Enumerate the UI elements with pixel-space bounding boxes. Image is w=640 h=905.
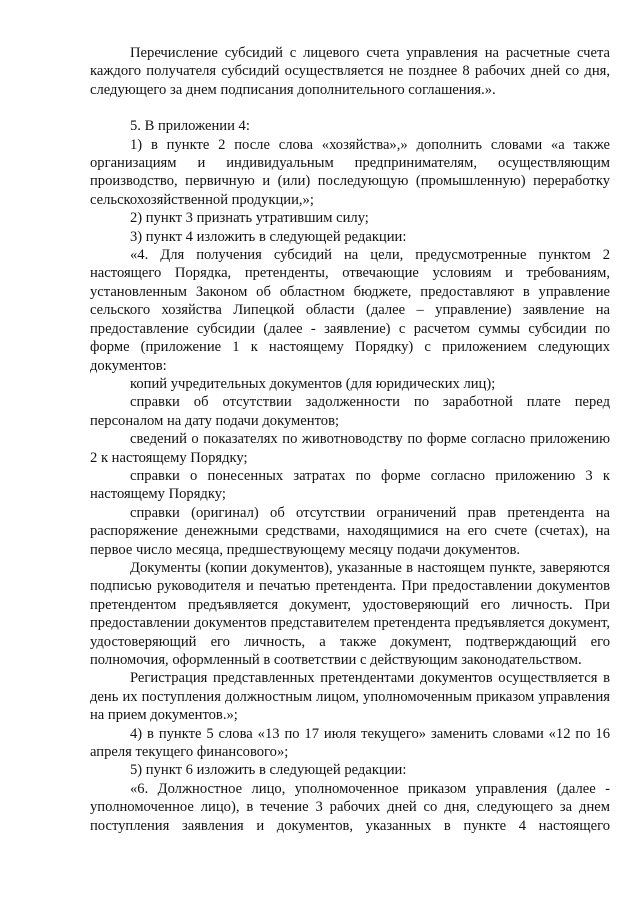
paragraph-gap	[90, 99, 610, 117]
paragraph: 1) в пункте 2 после слова «хозяйства»,» дополнить словами «а также организациям и индивидуальным предпринимателям, осуществляющим производство, первичную и (или) последующую (промышленную) переработку сельскохозяйственной продукции,»;	[90, 136, 610, 208]
paragraph: «4. Для получения субсидий на цели, предусмотренные пунктом 2 настоящего Порядка, претенденты, отвечающие условиям и требованиям, установленным Законом об областном бюджете, предоставляют в управление сельского хозяйства Липецкой области (далее – управление) заявление на предоставление субсидии (далее - заявление) с расчетом суммы субсидии по форме (приложение 1 к настоящему Порядку) с приложением следующих документов:	[90, 247, 610, 374]
paragraph: справки (оригинал) об отсутствии ограничений прав претендента на распоряжение денежными средствами, находящимися на его счете (счетах), на первое число месяца, предшествующему месяцу подачи документов.	[90, 504, 610, 558]
paragraph: 4) в пункте 5 слова «13 по 17 июля текущего» заменить словами «12 по 16 апреля текущего финансового»;	[90, 725, 610, 761]
paragraph: «6. Должностное лицо, уполномоченное приказом управления (далее - уполномоченное лицо), в течение 3 рабочих дней со дня, следующего за днем поступления заявления и документов, указанных в пункте 4 настоящего	[90, 780, 610, 834]
paragraph: Регистрация представленных претендентами документов осуществляется в день их поступления должностным лицом, уполномоченным приказом управления на прием документов.»;	[90, 670, 610, 724]
document-page	[90, 44, 610, 835]
paragraph: 2) пункт 3 признать утратившим силу;	[130, 210, 369, 227]
paragraph: 5. В приложении 4:	[130, 118, 250, 135]
paragraph: справки об отсутствии задолженности по заработной плате перед персоналом на дату подачи документов;	[90, 394, 610, 429]
paragraph: справки о понесенных затратах по форме согласно приложению 3 к настоящему Порядку;	[90, 467, 610, 503]
paragraph: сведений о показателях по животноводству по форме согласно приложению 2 к настоящему Порядку;	[90, 431, 610, 466]
paragraph: 3) пункт 4 изложить в следующей редакции:	[130, 228, 407, 245]
paragraph: копий учредительных документов (для юридических лиц);	[130, 375, 496, 392]
paragraph: 5) пункт 6 изложить в следующей редакции:	[130, 762, 407, 779]
paragraph: Документы (копии документов), указанные в настоящем пункте, заверяются подписью руководителя и печатью претендента. При предоставлении документов претендентом предъявляется документ, удостоверяющий его личность. При предоставлении документов представителем претендента предъявляется документ, удостоверяющий его личность, а также документ, подтверждающий его полномочия, оформленный в соответствии с действующим законодательством.	[90, 559, 610, 668]
paragraph: Перечисление субсидий с лицевого счета управления на расчетные счета каждого получателя субсидий осуществляется не позднее 8 рабочих дней со дня, следующего за днем подписания дополнительного соглашения.».	[90, 45, 610, 98]
